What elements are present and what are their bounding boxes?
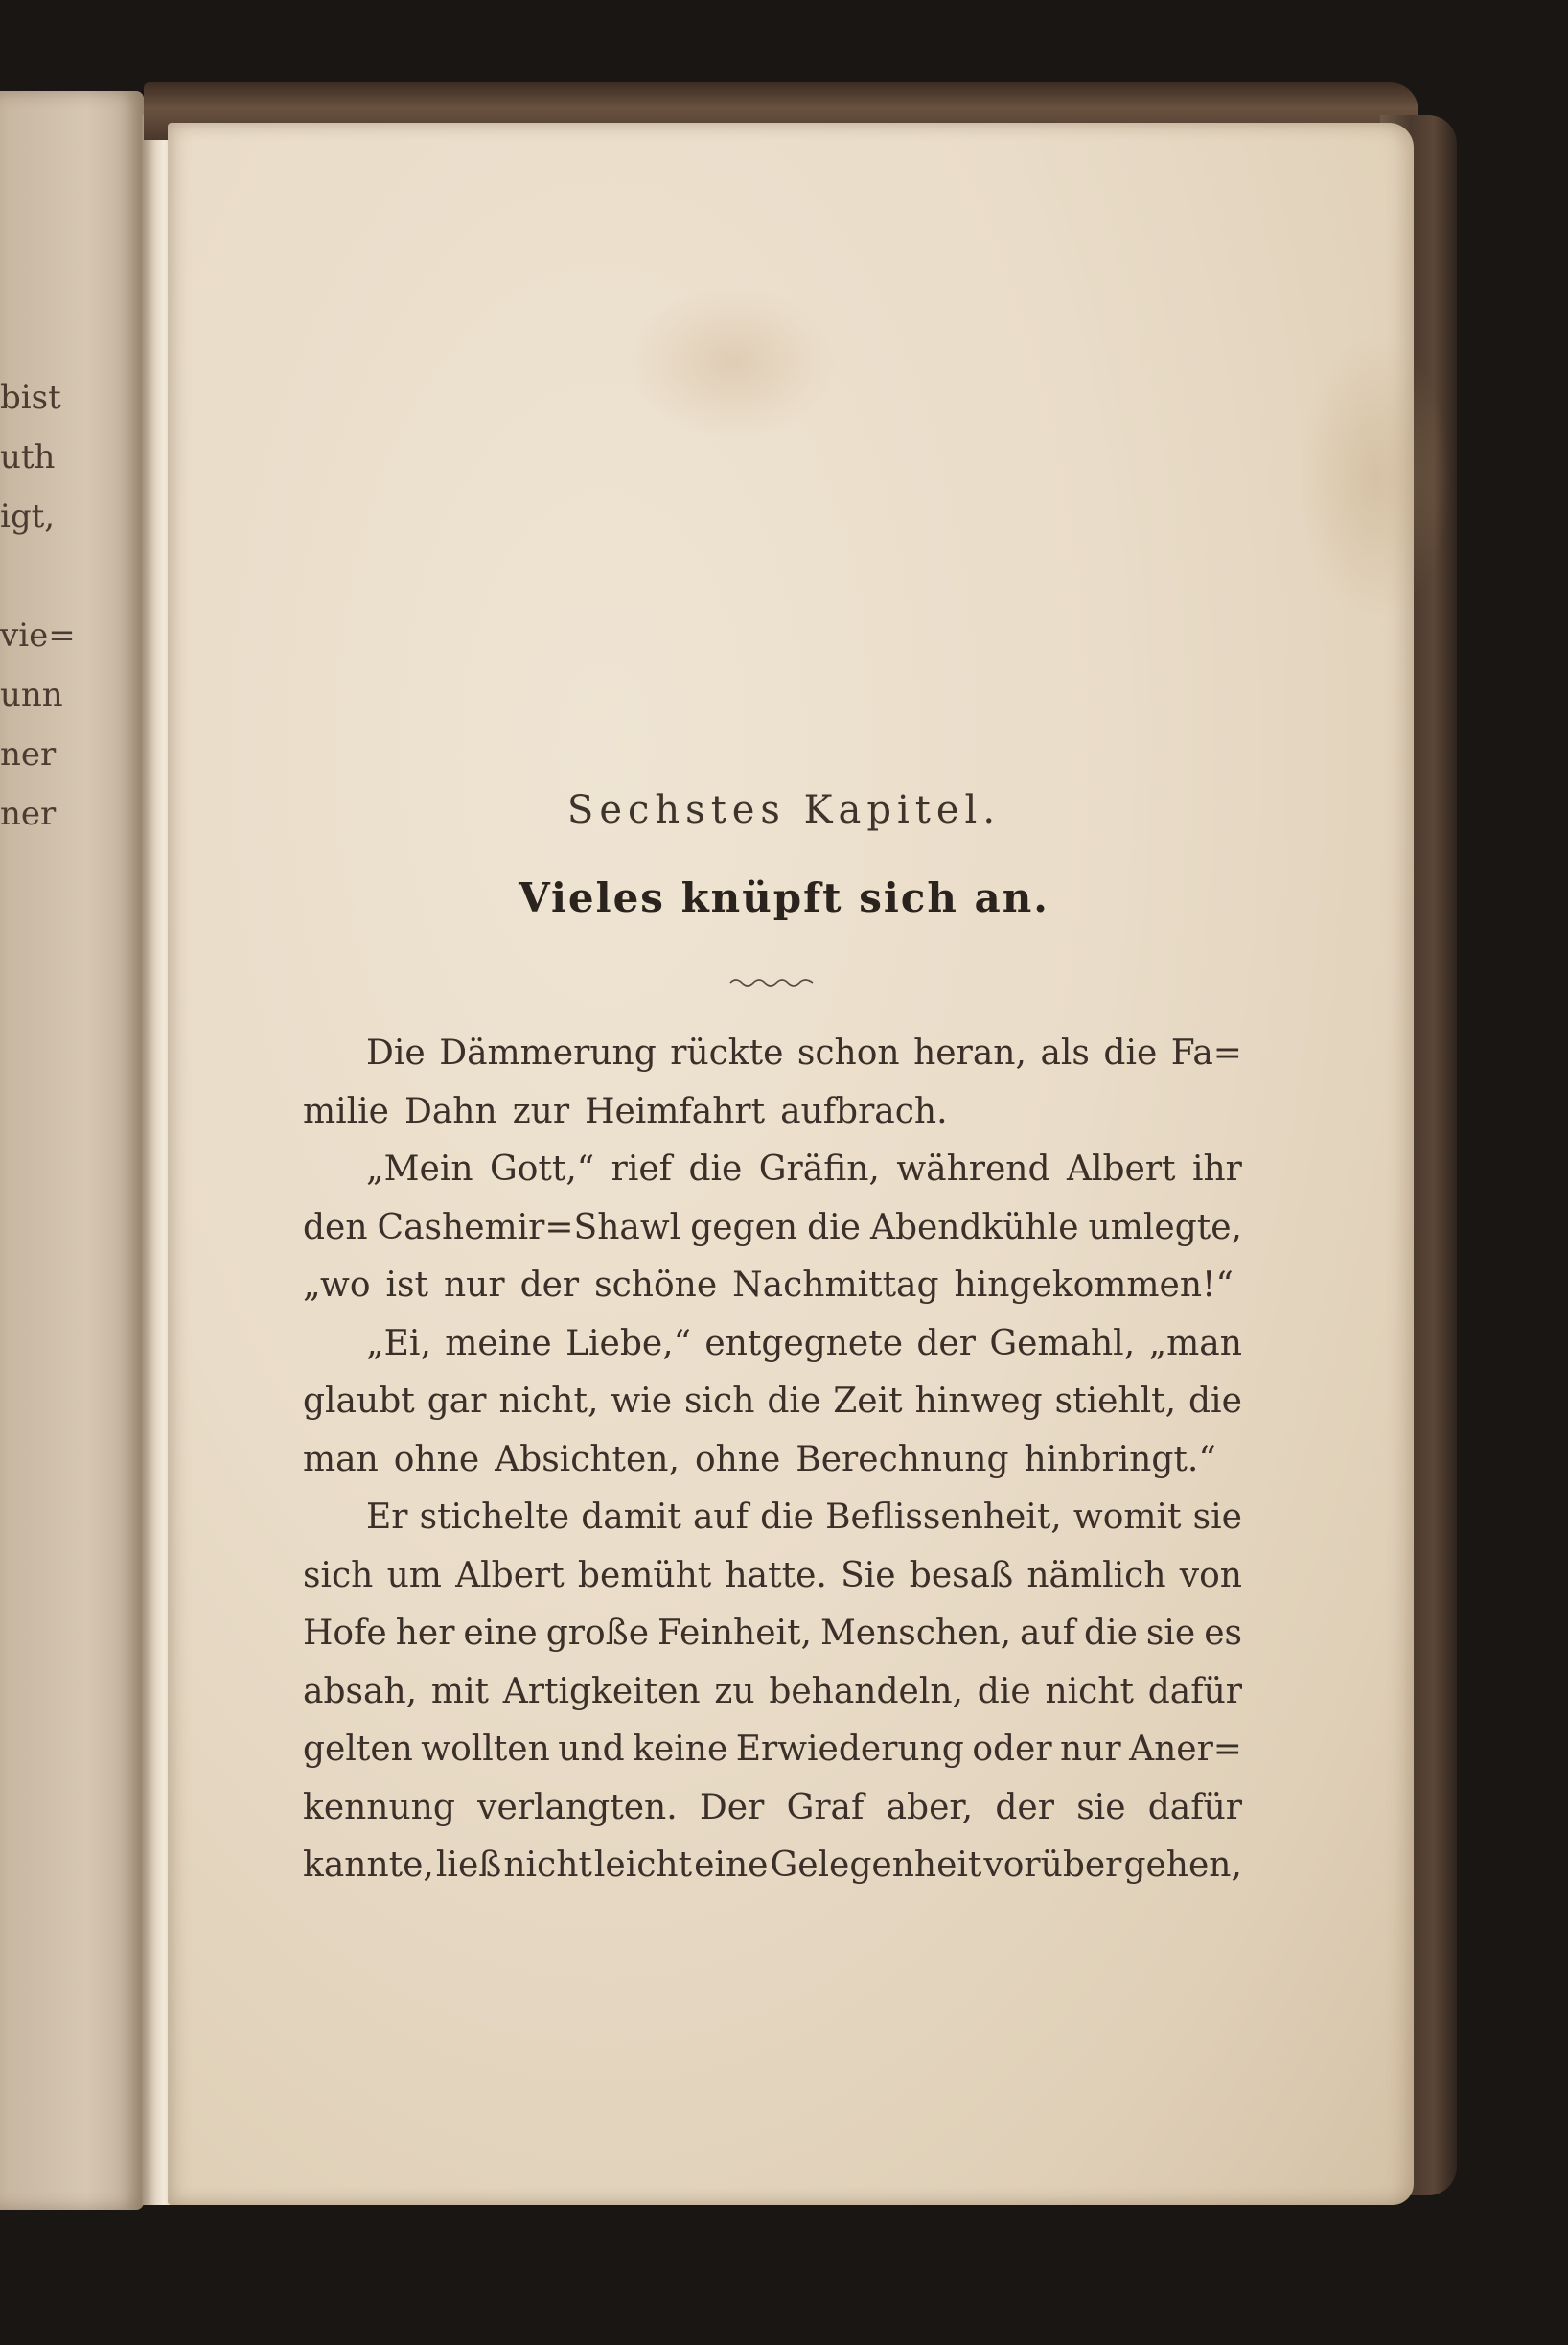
text-line: sich um Albert bemüht hatte. Sie besaß nämlich von: [303, 1555, 1242, 1595]
text-line: Er stichelte damit auf die Beflissenheit, womit sie: [366, 1498, 1242, 1537]
page-stain: [1299, 334, 1452, 621]
text-line: milie Dahn zur Heimfahrt aufbrach.: [303, 1091, 948, 1131]
text-line: gelten wollten und keine Erwiederung oder nur Aner=: [303, 1730, 1242, 1769]
facing-page-fragment: ner: [0, 735, 57, 774]
text-line: „Ei, meine Liebe,“ entgegnete der Gemahl, „man: [366, 1323, 1242, 1363]
facing-page-fragment: igt,: [0, 498, 56, 536]
text-line: Hofe her eine große Feinheit, Menschen, auf die sie es: [303, 1614, 1242, 1653]
text-line: absah, mit Artigkeiten zu behandeln, die nicht dafür: [303, 1671, 1242, 1711]
text-line: kennung verlangten. Der Graf aber, der sie dafür: [303, 1787, 1242, 1827]
facing-page-fragment: uth: [0, 438, 56, 476]
text-line: glaubt gar nicht, wie sich die Zeit hinweg stiehlt, die: [303, 1381, 1242, 1421]
text-line: den Cashemir=Shawl gegen die Abendkühle umlegte,: [303, 1207, 1242, 1247]
text-line: „Mein Gott,“ rief die Gräfin, während Albert ihr: [366, 1149, 1242, 1189]
chapter-label: Sechstes Kapitel.: [566, 788, 1002, 832]
facing-page-fragment: unn: [0, 676, 63, 714]
facing-page-fragment: ner: [0, 795, 57, 833]
chapter-title: Vieles knüpft sich an.: [519, 874, 1049, 921]
facing-page-fragment: bist: [0, 379, 61, 417]
text-line: Die Dämmerung rückte schon heran, als die Fa=: [366, 1033, 1242, 1073]
text-line: kannte, ließ nicht leicht eine Gelegenheit vorüber gehen,: [303, 1846, 1242, 1885]
text-line: „wo ist nur der schöne Nachmittag hingekommen!“: [303, 1265, 1234, 1305]
facing-page-fragment: vie=: [0, 616, 76, 655]
page-stain: [628, 286, 839, 439]
facing-page: [0, 91, 144, 2210]
text-line: man ohne Absichten, ohne Berechnung hinbringt.“: [303, 1439, 1216, 1479]
ornamental-divider: [728, 973, 815, 992]
